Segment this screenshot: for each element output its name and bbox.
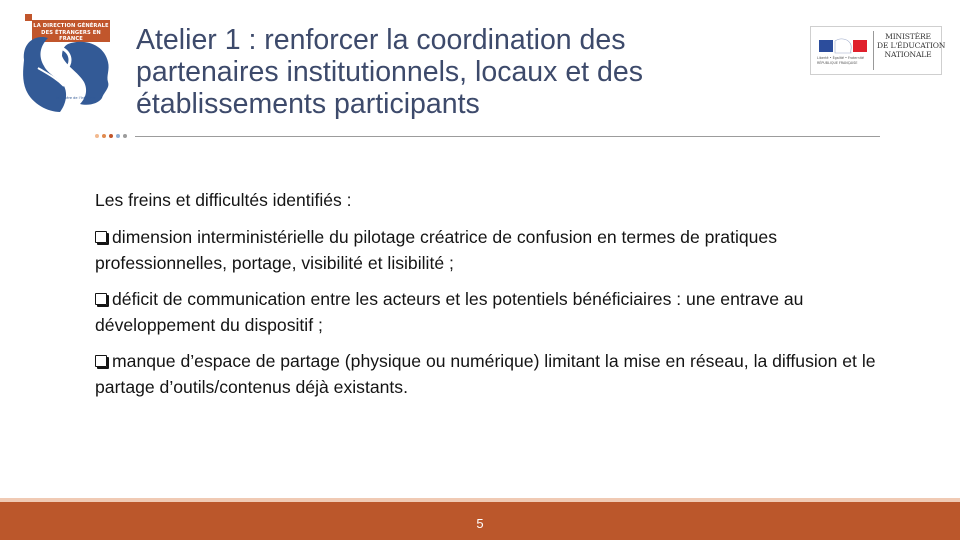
motto-line: RÉPUBLIQUE FRANÇAISE: [817, 60, 858, 65]
checkbox-icon: [95, 355, 107, 367]
list-item-text: manque d’espace de partage (physique ou numérique) limitant la mise en réseau, la diffusion et le partage d’outils/contenus déjà existants.: [95, 351, 876, 397]
bullet-list: [95, 224, 885, 400]
dgef-logo: [18, 8, 128, 130]
title-line: établissements participants: [136, 88, 480, 120]
list-item: [95, 224, 885, 276]
list-item: [95, 286, 885, 338]
title-divider: [135, 136, 880, 137]
ministry-line: NATIONALE: [884, 50, 932, 59]
dot-icon: [109, 134, 113, 138]
ministry-name: [877, 32, 946, 59]
republic-motto: [817, 56, 871, 65]
ministry-line: DE L'ÉDUCATION: [877, 41, 946, 50]
slide-title: [136, 24, 776, 120]
slide-body: [95, 188, 885, 410]
page-number: 5: [476, 516, 484, 531]
dot-icon: [116, 134, 120, 138]
republic-emblem: [817, 35, 869, 67]
decorative-dots: [93, 132, 135, 140]
dot-icon: [102, 134, 106, 138]
ministry-logo: [810, 26, 946, 75]
logo-badge-line: LA DIRECTION GÉNÉRALE: [33, 23, 109, 29]
checkbox-icon: [95, 293, 107, 305]
title-line: partenaires institutionnels, locaux et des: [136, 56, 643, 88]
list-item-text: déficit de communication entre les acteurs et les potentiels bénéficiaires : une entrave au développement du dispositif ;: [95, 289, 804, 335]
flag-red: [853, 40, 867, 52]
dot-icon: [123, 134, 127, 138]
ministry-line: MINISTÈRE: [885, 32, 931, 41]
logo-separator: [873, 31, 874, 70]
section-subtitle: Les freins et difficultés identifiés :: [95, 190, 352, 210]
logo-subtext: Ministère de l'Intérieur: [56, 96, 96, 100]
motto-line: Liberté • Égalité • Fraternité: [817, 56, 864, 60]
checkbox-icon: [95, 231, 107, 243]
title-line: Atelier 1 : renforcer la coordination des: [136, 24, 626, 56]
list-item-text: dimension interministérielle du pilotage créatrice de confusion en termes de pratiques professionnelles, portage, visibilité et lisibilité ;: [95, 227, 778, 273]
dot-icon: [95, 134, 99, 138]
marianne-figure-icon: [18, 8, 128, 130]
logo-badge-line: DES ÉTRANGERS EN FRANCE: [41, 29, 101, 42]
list-item: [95, 348, 885, 400]
